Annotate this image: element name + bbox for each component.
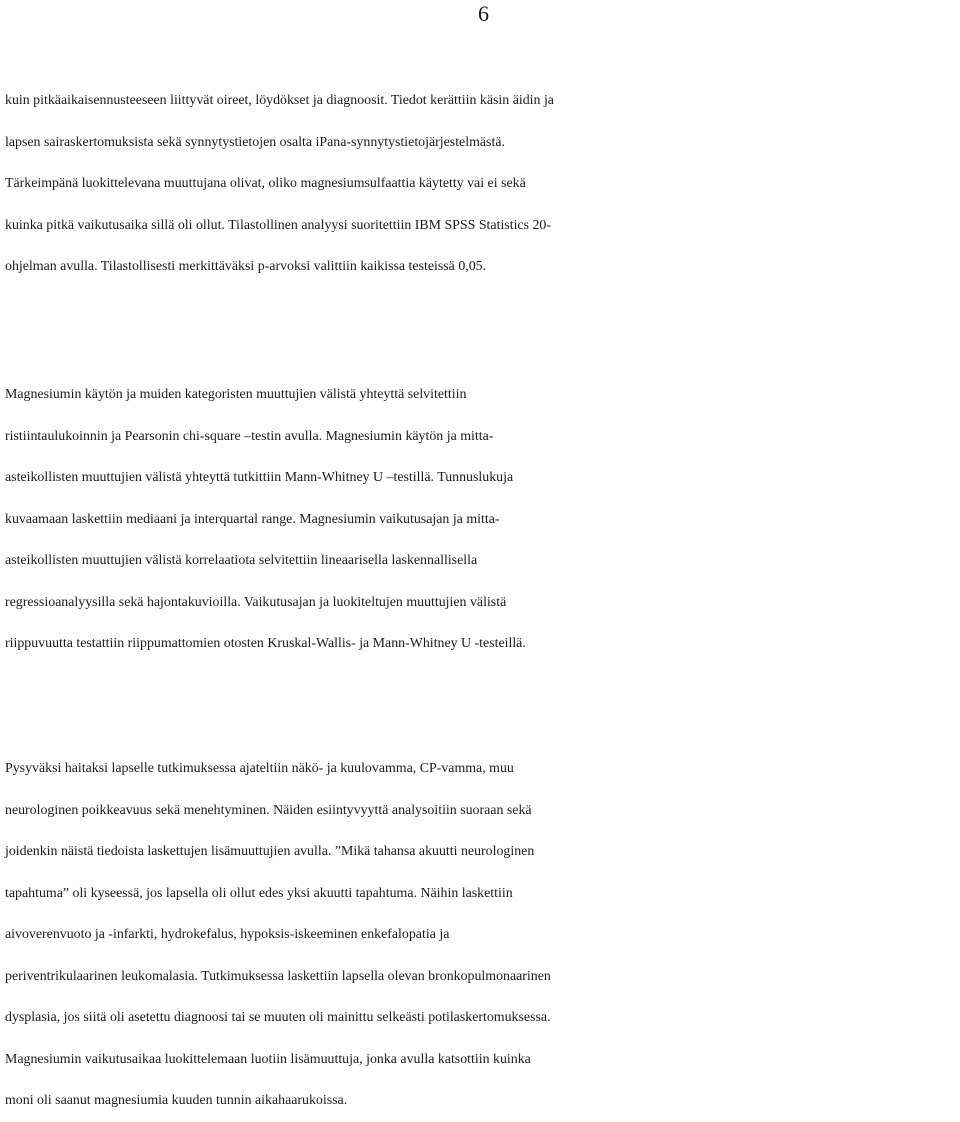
text-line: ohjelman avulla. Tilastollisesti merkittäväksi p-arvoksi valittiin kaikissa testeissä 0,05. [5, 259, 487, 274]
text-line: periventrikulaarinen leukomalasia. Tutkimuksessa laskettiin lapsella olevan bronkopulmonaarinen [5, 968, 551, 984]
text-line: asteikollisten muuttujien välistä yhteyttä tutkittiin Mann-Whitney U –testillä. Tunnuslukuja [5, 470, 514, 485]
text-line: dysplasia, jos siitä oli asetettu diagnoosi tai se muuten oli mainittu selkeästi potilaskertomuksessa. [5, 1010, 551, 1025]
text-line: joidenkin näistä tiedoista laskettujen lisämuuttujien avulla. ”Mikä tahansa akuutti neurologinen [5, 844, 535, 859]
text-line: aivoverenvuoto ja -infarkti, hydrokefalus, hypoksis-iskeeminen enkefalopatia ja [5, 927, 450, 942]
text-line: Tärkeimpänä luokittelevana muuttujana olivat, oliko magnesiumsulfaattia käytetty vai ei sekä [5, 176, 526, 191]
text-line: ristiintaulukoinnin ja Pearsonin chi-square –testin avulla. Magnesiumin käytön ja mitta- [5, 428, 494, 444]
text-line: tapahtuma” oli kyseessä, jos lapsella oli ollut edes yksi akuutti tapahtuma. Näihin laskettiin [5, 885, 513, 901]
paragraph-outcomes [5, 748, 960, 1122]
text-line: Magnesiumin vaikutusaikaa luokittelemaan luotiin lisämuuttuja, jonka avulla katsottiin kuinka [5, 1051, 531, 1067]
text-line: kuvaamaan laskettiin mediaani ja interquartal range. Magnesiumin vaikutusajan ja mitta- [5, 511, 500, 527]
text-line: kuin pitkäaikaisennusteeseen liittyvät oireet, löydökset ja diagnoosit. Tiedot kerättiin käsin äidin ja [5, 93, 554, 108]
page-number: 6 [478, 1, 489, 26]
text-line: asteikollisten muuttujien välistä korrelaatiota selvitettiin lineaarisella laskennallisella [5, 553, 478, 568]
text-line: moni oli saanut magnesiumia kuuden tunnin aikahaarukoissa. [5, 1093, 348, 1108]
text-line: Magnesiumin käytön ja muiden kategoristen muuttujien välistä yhteyttä selvitettiin [5, 387, 467, 402]
text-line: riippuvuutta testattiin riippumattomien otosten Kruskal-Wallis- ja Mann-Whitney U -testeillä. [5, 636, 526, 651]
text-line: Pysyväksi haitaksi lapselle tutkimuksessa ajateltiin näkö- ja kuulovamma, CP-vamma, muu [5, 761, 514, 776]
paragraph-statistical-tests [5, 374, 960, 665]
paragraph-methods-data [5, 80, 960, 288]
text-line: kuinka pitkä vaikutusaika sillä oli ollut. Tilastollinen analyysi suoritettiin IBM SPSS Statistics 20- [5, 217, 551, 233]
text-line: neurologinen poikkeavuus sekä menehtyminen. Näiden esiintyvyyttä analysoitiin suoraan sekä [5, 802, 532, 818]
text-line: regressioanalyysilla sekä hajontakuvioilla. Vaikutusajan ja luokiteltujen muuttujien välistä [5, 594, 507, 610]
text-line: lapsen sairaskertomuksista sekä synnytystietojen osalta iPana-synnytystietojärjestelmästä. [5, 134, 505, 150]
